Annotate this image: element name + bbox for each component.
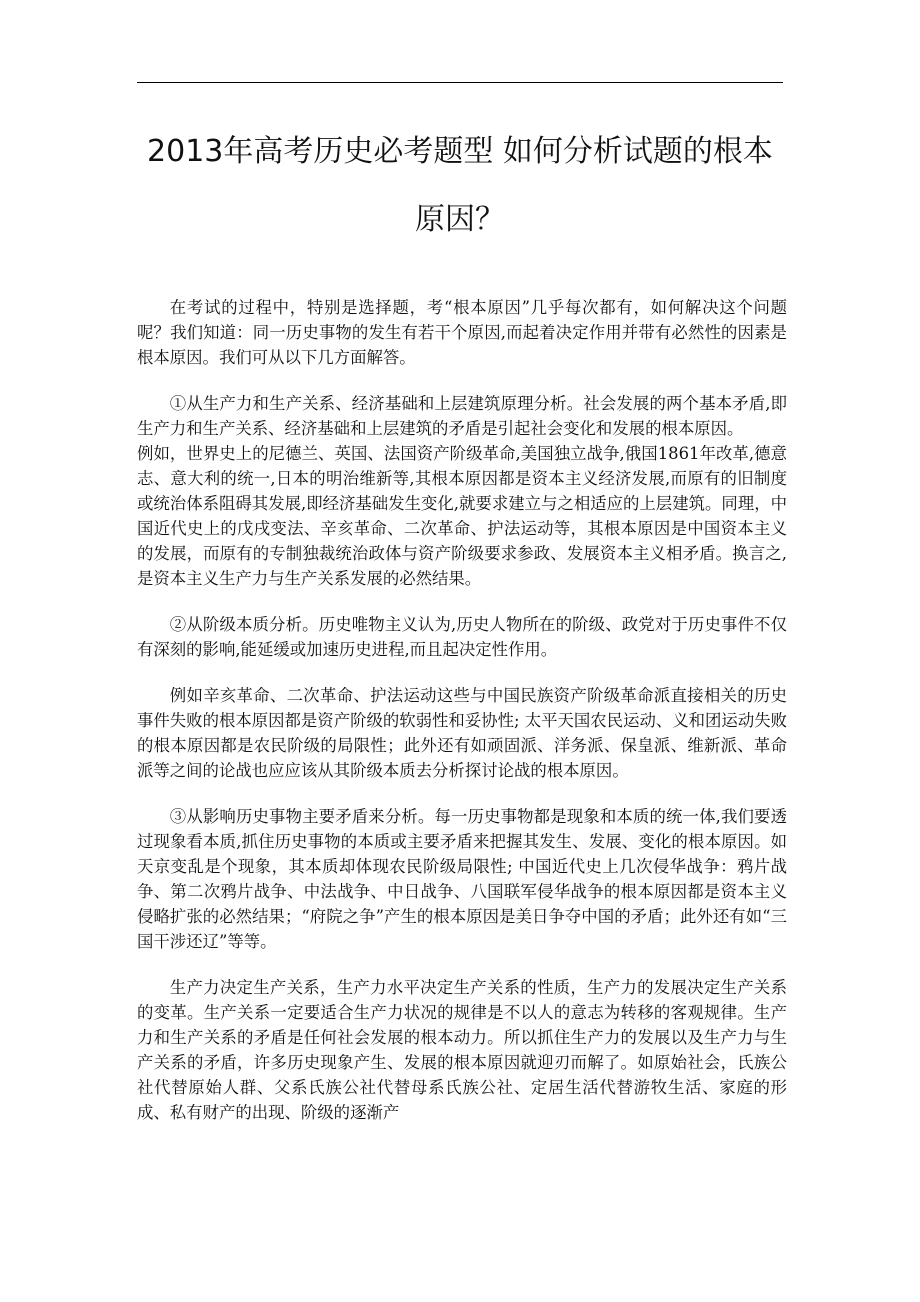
document-body [137,295,787,1125]
paragraph-example-1: 例如，世界史上的尼德兰、英国、法国资产阶级革命,美国独立战争,俄国1861年改革,德意志、意大利的统一,日本的明治维新等,其根本原因都是资本主义经济发展,而原有的旧制度或统治体系阻碍其发展,即经济基础发生变化,就要求建立与之相适应的上层建筑。同理，中国近代史上的戊戌变法、辛亥革命、二次革命、护法运动等，其根本原因是中国资本主义的发展，而原有的专制独裁统治政体与资产阶级要求参政、发展资本主义相矛盾。换言之,是资本主义生产力与生产关系发展的必然结果。 [137,444,787,588]
paragraph-example-2: 例如辛亥革命、二次革命、护法运动这些与中国民族资产阶级革命派直接相关的历史事件失败的根本原因都是资产阶级的软弱性和妥协性; 太平天国农民运动、义和团运动失败的根本原因都是农民阶级的局限性；此外还有如顽固派、洋务派、保皇派、维新派、革命派等之间的论战也应应该从其阶级本质去分析探讨论战的根本原因。 [137,686,787,780]
paragraph-point-1: ①从生产力和生产关系、经济基础和上层建筑原理分析。社会发展的两个基本矛盾,即生产力和生产关系、经济基础和上层建筑的矛盾是引起社会变化和发展的根本原因。 [137,394,787,438]
paragraph-productivity: 生产力决定生产关系，生产力水平决定生产关系的性质，生产力的发展决定生产关系的变革。生产关系一定要适合生产力状况的规律是不以人的意志为转移的客观规律。生产力和生产关系的矛盾是任何社会发展的根本动力。所以抓住生产力的发展以及生产力与生产关系的矛盾，许多历史现象产生、发展的根本原因就迎刃而解了。如原始社会，氏族公社代替原始人群、父系氏族公社代替母系氏族公社、定居生活代替游牧生活、家庭的形成、私有财产的出现、阶级的逐渐产 [137,978,787,1122]
paragraph-point-2: ②从阶级本质分析。历史唯物主义认为,历史人物所在的阶级、政党对于历史事件不仅有深刻的影响,能延缓或加速历史进程,而且起决定性作用。 [137,615,787,659]
paragraph-point-3: ③从影响历史事物主要矛盾来分析。每一历史事物都是现象和本质的统一体,我们要透过现象看本质,抓住历史事物的本质或主要矛盾来把握其发生、发展、变化的根本原因。如天京变乱是个现象，其本质却体现农民阶级局限性; 中国近代史上几次侵华战争：鸦片战争、第二次鸦片战争、中法战争、中日战争、八国联军侵华战争的根本原因都是资本主义侵略扩张的必然结果；“府院之争”产生的根本原因是美日争夺中国的矛盾；此外还有如“三国干涉还辽”等等。 [137,807,787,951]
document-title-line-2: 原因？ [415,202,505,237]
paragraph-intro: 在考试的过程中，特别是选择题，考“根本原因”几乎每次都有，如何解决这个问题呢？我们知道：同一历史事物的发生有若干个原因,而起着决定作用并带有必然性的因素是根本原因。我们可从以下几方面解答。 [137,298,787,367]
document-title-line-1: 2013年高考历史必考题型 如何分析试题的根本 [147,134,773,169]
header-rule [137,82,783,83]
